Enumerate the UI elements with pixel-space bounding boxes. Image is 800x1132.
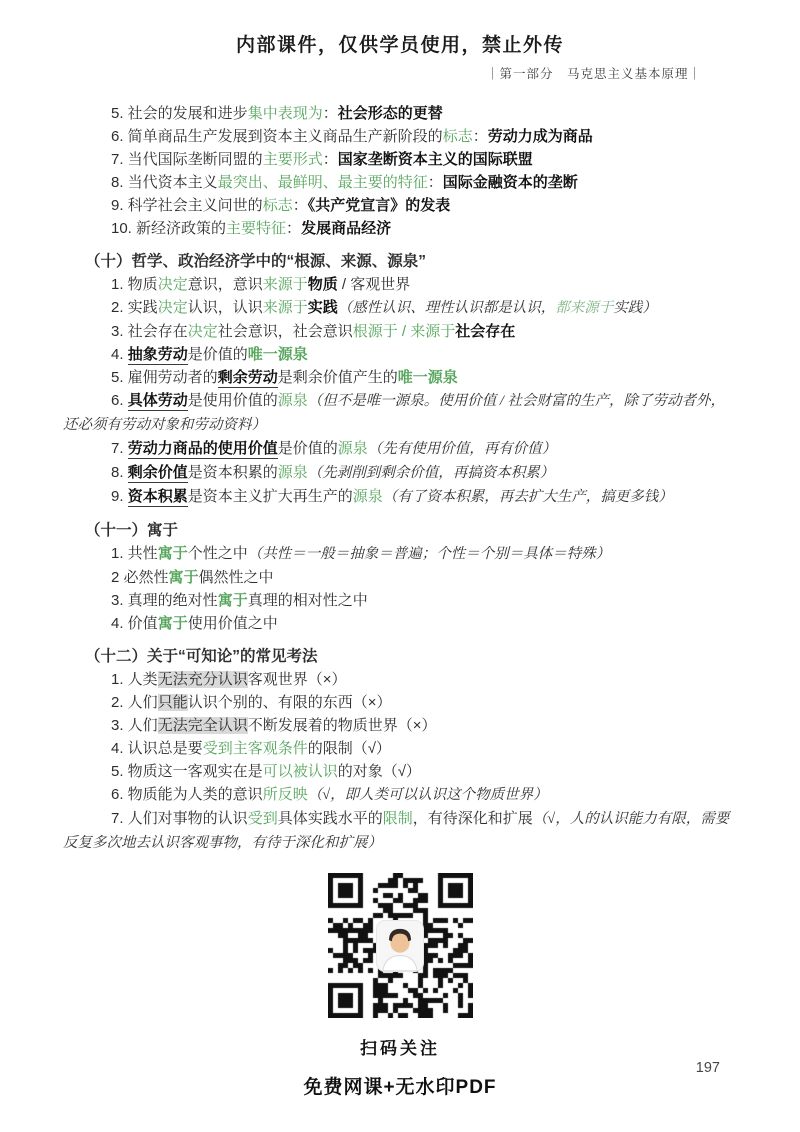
text-line bbox=[63, 366, 760, 389]
text-line bbox=[63, 807, 760, 831]
text-segment: 劳动力成为商品 bbox=[487, 128, 593, 145]
text-segment: （十）哲学、政治经济学中的“根源、来源、源泉” bbox=[85, 253, 427, 270]
text-segment: （十二）关于“可知论”的常见考法 bbox=[85, 648, 318, 665]
document-body bbox=[63, 102, 760, 855]
text-segment: 6. 物质能为人类的意识 bbox=[111, 786, 263, 803]
text-segment: 反复多次地去认识客观事物，有待于深化和扩展） bbox=[63, 835, 382, 851]
text-segment: 认识个别的、有限的东西（×） bbox=[187, 694, 392, 711]
page-number: 197 bbox=[695, 1060, 720, 1076]
text-segment: 6. bbox=[111, 392, 128, 409]
text-segment: 2. 实践 bbox=[111, 299, 158, 316]
text-segment: 只能 bbox=[157, 694, 188, 711]
text-segment: 受到主客观条件 bbox=[202, 740, 308, 757]
text-segment: ： bbox=[472, 128, 488, 145]
text-line bbox=[63, 542, 760, 566]
text-segment: 的限制（√） bbox=[307, 740, 391, 757]
text-segment: 是剩余价值产生的 bbox=[277, 369, 398, 386]
text-segment: 7. 当代国际垄断同盟的 bbox=[111, 151, 263, 168]
text-segment: （但不是唯一源泉。使用价值 / 社会财富的生产，除了劳动者外， bbox=[307, 393, 726, 409]
text-segment: 是价值的 bbox=[277, 440, 338, 457]
text-segment: ： bbox=[322, 151, 338, 168]
text-segment: 还必须有劳动对象和劳动资料） bbox=[63, 417, 266, 433]
text-line bbox=[63, 273, 760, 296]
text-segment: 是资本积累的 bbox=[187, 464, 278, 481]
text-line bbox=[63, 566, 760, 589]
text-line bbox=[63, 413, 760, 437]
text-segment: 所反映 bbox=[262, 786, 308, 803]
text-line bbox=[63, 437, 760, 461]
text-segment: 限制 bbox=[382, 810, 413, 827]
text-segment: 社会存在 bbox=[455, 323, 516, 340]
text-segment: 来源于 bbox=[262, 299, 308, 316]
text-segment: （感性认识、理性认识都是认识， bbox=[337, 300, 556, 316]
text-segment: 国家垄断资本主义的国际联盟 bbox=[337, 151, 533, 168]
qr-caption-follow: 扫码关注 bbox=[360, 1039, 440, 1058]
text-segment: 物质 bbox=[307, 276, 338, 293]
text-segment: 5. 雇佣劳动者的 bbox=[111, 369, 218, 386]
text-segment: 受到 bbox=[247, 810, 278, 827]
text-segment: 寓于 bbox=[157, 615, 188, 632]
text-segment: 集中表现为 bbox=[247, 105, 323, 122]
text-line bbox=[63, 714, 760, 737]
text-segment: 标志 bbox=[442, 128, 473, 145]
text-segment: 无法完全认识 bbox=[157, 717, 248, 734]
text-segment: 国际金融资本的垄断 bbox=[442, 174, 578, 191]
text-line bbox=[63, 589, 760, 612]
qr-code bbox=[322, 867, 479, 1024]
qr-block bbox=[0, 867, 800, 1099]
text-segment: ： bbox=[286, 220, 302, 237]
text-segment: 源泉 bbox=[277, 464, 308, 481]
text-line bbox=[63, 102, 760, 125]
part-label: ｜第一部分 马克思主义基本原理｜ bbox=[485, 67, 702, 81]
text-segment: 3. 真理的绝对性 bbox=[111, 592, 218, 609]
page-title: 内部课件，仅供学员使用，禁止外传 bbox=[235, 35, 564, 56]
text-line bbox=[63, 612, 760, 635]
text-segment: 1. 物质 bbox=[111, 276, 158, 293]
text-segment: 个性之中 bbox=[187, 545, 248, 562]
text-segment: / 客观世界 bbox=[337, 276, 411, 293]
text-segment: 9. bbox=[111, 488, 128, 505]
text-segment: 是资本主义扩大再生产的 bbox=[187, 488, 353, 505]
text-segment: 5. 物质这一客观实在是 bbox=[111, 763, 263, 780]
text-segment: 7. 人们对事物的认识 bbox=[111, 810, 248, 827]
text-segment: 6. 简单商品生产发展到资本主义商品生产新阶段的 bbox=[111, 128, 443, 145]
text-segment: 寓于 bbox=[217, 592, 248, 609]
text-segment: （有了资本积累，再去扩大生产，搞更多钱） bbox=[382, 489, 673, 505]
text-segment: 寓于 bbox=[157, 545, 188, 562]
text-segment: 实践） bbox=[613, 300, 657, 316]
text-line bbox=[63, 760, 760, 783]
text-line bbox=[63, 194, 760, 217]
text-segment: 的对象（√） bbox=[337, 763, 421, 780]
text-line bbox=[63, 125, 760, 148]
qr-caption-offer: 免费网课+无水印PDF bbox=[303, 1077, 497, 1098]
text-segment: 真理的相对性之中 bbox=[247, 592, 368, 609]
text-segment: 可以被认识 bbox=[262, 763, 338, 780]
text-segment: 9. 科学社会主义问世的 bbox=[111, 197, 263, 214]
text-segment: 主要形式 bbox=[262, 151, 323, 168]
text-line bbox=[63, 148, 760, 171]
text-segment: 发展商品经济 bbox=[301, 220, 392, 237]
text-segment: 决定 bbox=[157, 276, 188, 293]
text-segment: 偶然性之中 bbox=[198, 569, 274, 586]
text-segment: 资本积累 bbox=[127, 488, 188, 505]
text-segment: 8. bbox=[111, 464, 128, 481]
text-segment: 都来源于 bbox=[555, 300, 614, 316]
text-segment: 标志 bbox=[262, 197, 293, 214]
text-segment: ： bbox=[427, 174, 443, 191]
text-segment: 2 必然性 bbox=[111, 569, 169, 586]
person-avatar-icon bbox=[376, 920, 424, 972]
text-segment: 4. bbox=[111, 346, 128, 363]
text-line bbox=[63, 668, 760, 691]
text-segment: （√，人的认识能力有限，需要 bbox=[532, 811, 730, 827]
text-segment: 决定 bbox=[187, 323, 218, 340]
text-segment: 意识，意识 bbox=[187, 276, 263, 293]
text-segment: （先剥削到剩余价值，再搞资本积累） bbox=[307, 465, 555, 481]
text-segment: 劳动力商品的使用价值 bbox=[127, 440, 278, 457]
text-segment: 不断发展着的物质世界（×） bbox=[247, 717, 437, 734]
text-segment: 来源于 bbox=[262, 276, 308, 293]
text-segment: 源泉 bbox=[277, 392, 308, 409]
text-line bbox=[63, 737, 760, 760]
text-line bbox=[63, 217, 760, 240]
section-heading bbox=[63, 645, 760, 668]
text-segment: ： bbox=[322, 105, 338, 122]
text-segment: 是价值的 bbox=[187, 346, 248, 363]
text-segment: 唯一源泉 bbox=[247, 346, 308, 363]
text-segment: 剩余价值 bbox=[127, 464, 188, 481]
text-segment: （共性＝一般＝抽象＝普遍；个性＝个别＝具体＝特殊） bbox=[247, 546, 611, 562]
text-segment: 实践 bbox=[307, 299, 338, 316]
text-line bbox=[63, 691, 760, 714]
text-segment: 剩余劳动 bbox=[217, 369, 278, 386]
text-segment: 4. 价值 bbox=[111, 615, 158, 632]
text-segment: 4. 认识总是要 bbox=[111, 740, 203, 757]
text-segment: 客观世界（×） bbox=[247, 671, 347, 688]
text-segment: 认识，认识 bbox=[187, 299, 263, 316]
text-line bbox=[63, 343, 760, 366]
text-segment: 抽象劳动 bbox=[127, 346, 188, 363]
text-line bbox=[63, 461, 760, 485]
text-segment: 决定 bbox=[157, 299, 188, 316]
text-segment: 是使用价值的 bbox=[187, 392, 278, 409]
text-segment: 具体实践水平的 bbox=[277, 810, 383, 827]
text-segment: 7. bbox=[111, 440, 128, 457]
text-segment: 3. 社会存在 bbox=[111, 323, 188, 340]
text-line bbox=[63, 389, 760, 413]
text-segment: 3. 人们 bbox=[111, 717, 158, 734]
text-segment: 唯一源泉 bbox=[397, 369, 458, 386]
text-segment: 源泉 bbox=[352, 488, 383, 505]
text-segment: 源泉 bbox=[337, 440, 368, 457]
text-segment: 具体劳动 bbox=[127, 392, 188, 409]
text-segment: 1. 人类 bbox=[111, 671, 158, 688]
text-segment: 寓于 bbox=[168, 569, 199, 586]
text-segment: 使用价值之中 bbox=[187, 615, 278, 632]
text-segment: 主要特征 bbox=[226, 220, 287, 237]
text-segment: 1. 共性 bbox=[111, 545, 158, 562]
section-heading bbox=[63, 250, 760, 273]
text-segment: （√，即人类可以认识这个物质世界） bbox=[307, 787, 548, 803]
text-segment: （先有使用价值，再有价值） bbox=[367, 441, 557, 457]
text-line bbox=[63, 296, 760, 320]
section-heading bbox=[63, 519, 760, 542]
text-line bbox=[63, 485, 760, 509]
text-segment: 2. 人们 bbox=[111, 694, 158, 711]
text-segment: （十一）寓于 bbox=[85, 522, 179, 539]
text-segment: 社会意识，社会意识 bbox=[217, 323, 353, 340]
text-line bbox=[63, 320, 760, 343]
text-segment: 10. 新经济政策的 bbox=[111, 220, 227, 237]
text-line bbox=[63, 783, 760, 807]
text-segment: ，有待深化和扩展 bbox=[412, 810, 533, 827]
text-segment: 《共产党宣言》的发表 bbox=[307, 197, 451, 214]
text-segment: ： bbox=[292, 197, 308, 214]
text-segment: 无法充分认识 bbox=[157, 671, 248, 688]
text-segment: 根源于 / 来源于 bbox=[352, 323, 456, 340]
text-segment: 5. 社会的发展和进步 bbox=[111, 105, 248, 122]
text-segment: 社会形态的更替 bbox=[337, 105, 443, 122]
text-segment: 最突出、最鲜明、最主要的特征 bbox=[217, 174, 428, 191]
text-line bbox=[63, 171, 760, 194]
text-segment: 8. 当代资本主义 bbox=[111, 174, 218, 191]
text-line bbox=[63, 831, 760, 855]
